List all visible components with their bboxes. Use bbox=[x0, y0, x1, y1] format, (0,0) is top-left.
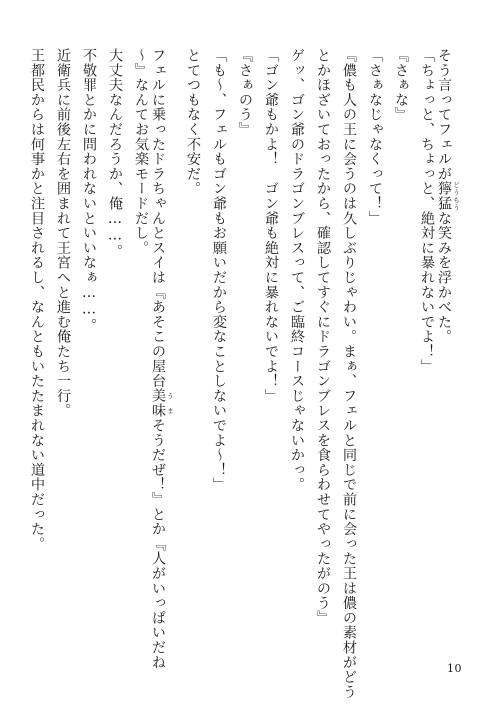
text-line-2: 「ちょっと、ちょっと、絶対に暴れないでよ！」 bbox=[419, 48, 435, 374]
text-line-10: 「も〜、フェルもゴン爺もお願いだから変なことしないでよ〜！」 bbox=[211, 48, 227, 492]
text-line-17: 王都民からは何事かと注目されるし、なんともいたたまれない道中だった。 bbox=[29, 48, 45, 552]
text-line-5: 『儂も人の王に会うのは久しぶりじゃわい。まぁ、フェルと同じで前に会った王は儂の素材がどう bbox=[341, 48, 357, 700]
text-line-15: 不敬罪とかに問われないといいなぁ……。 bbox=[81, 48, 97, 333]
page-number: 10 bbox=[447, 662, 462, 675]
text-line-4: 「さぁなじゃなくって！」 bbox=[367, 48, 383, 226]
text-line-6: とかほざいておったから、確認してすぐにドラゴンブレスを食らわせてやったがのう』 bbox=[315, 48, 331, 626]
text-line-8: 「ゴン爺もかよ！ ゴン爺も絶対に暴れないでよ！」 bbox=[263, 48, 279, 404]
text-line-9: 『さぁのう』 bbox=[237, 48, 253, 137]
text-line-16: 近衛兵に前後左右を囲まれて王宮へと進む俺たち一行。 bbox=[55, 48, 71, 418]
text-line-1: そう言ってフェルが獰猛 どうもうな笑みを浮かべた。 bbox=[436, 48, 460, 345]
text-line-13: 〜』なんてお気楽モードだし。 bbox=[133, 48, 149, 256]
ruby-word-doumou: 獰猛 どうもう bbox=[436, 181, 460, 211]
text-line-7: ゲッ、ゴン爺のドラゴンブレスって、ご臨終コースじゃないかっ。 bbox=[289, 48, 305, 492]
text-line-3: 『さぁな』 bbox=[393, 48, 409, 122]
text-line-14: 大丈夫なんだろうか、俺……。 bbox=[107, 48, 123, 259]
text-line-11: とてつもなく不安だ。 bbox=[185, 48, 201, 196]
ruby-word-uma: 美味 うま bbox=[150, 388, 174, 419]
text-line-12: フェルに乗ったドラちゃんとスイは『あそこの屋台美味 うまそうだぜ！』とか『人がいっぱいだね bbox=[150, 48, 174, 670]
